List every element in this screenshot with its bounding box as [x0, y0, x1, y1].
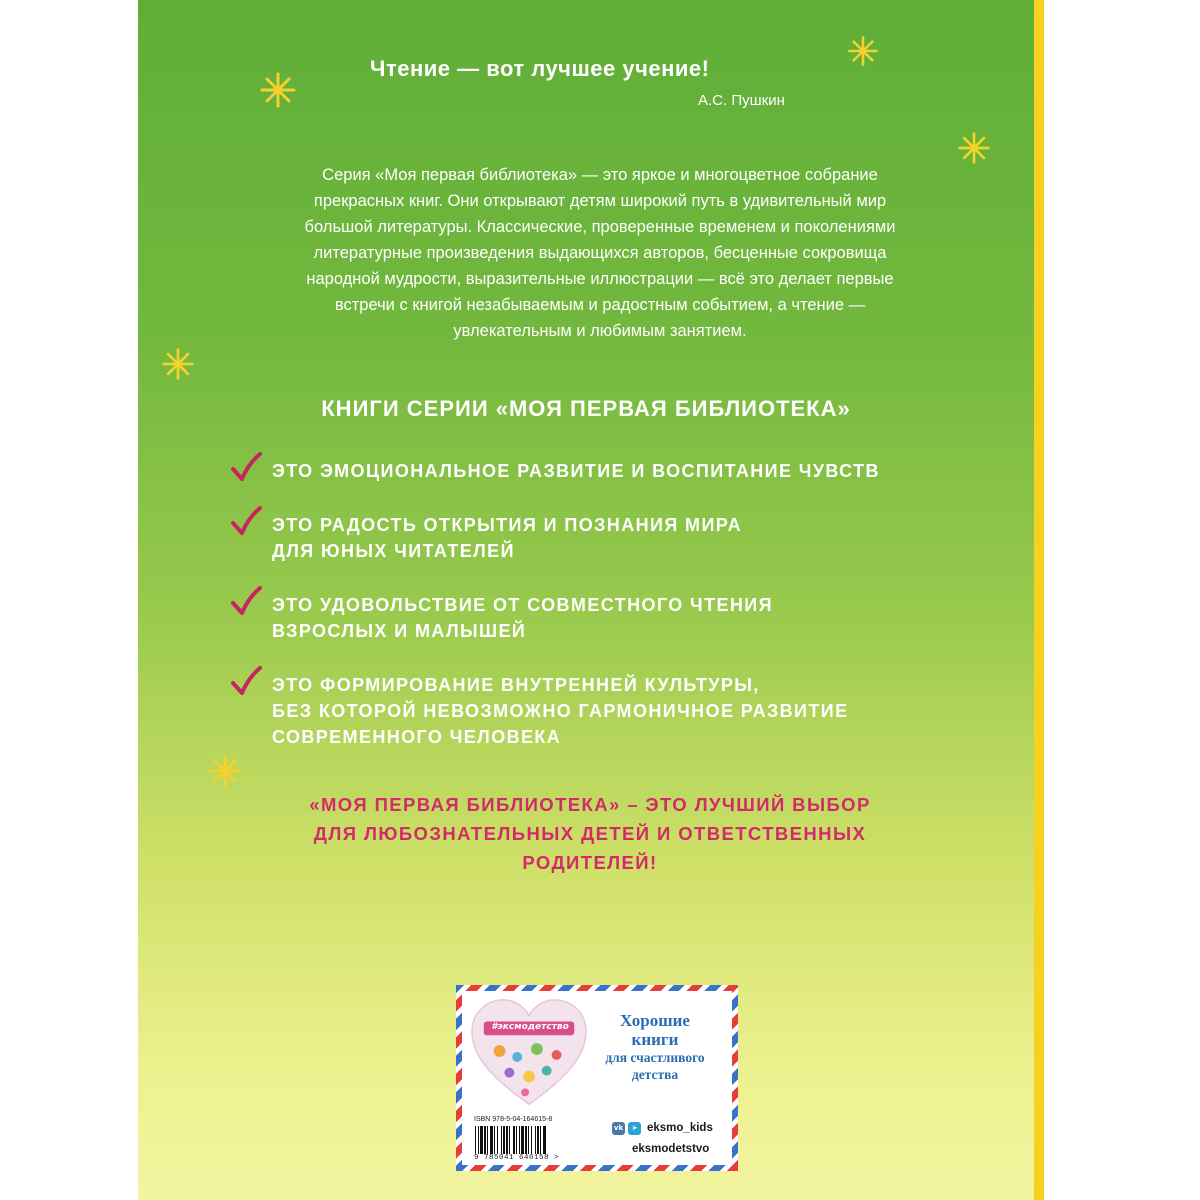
star-icon — [160, 346, 196, 382]
barcode-bar — [535, 1126, 536, 1154]
description-line: Серия «Моя первая библиотека» — это яркое и многоцветное собрание — [322, 166, 878, 184]
benefit-text: ЭТО РАДОСТЬ ОТКРЫТИЯ И ПОЗНАНИЯ МИРА — [272, 515, 743, 535]
barcode-bar — [521, 1126, 524, 1154]
barcode-bar — [525, 1126, 527, 1154]
checkmark-icon — [230, 506, 262, 538]
benefit-text: ЭТО ЭМОЦИОНАЛЬНОЕ РАЗВИТИЕ И ВОСПИТАНИЕ ЧУВСТВ — [272, 461, 880, 481]
checkmark-icon — [230, 452, 262, 484]
barcode-bar — [506, 1126, 508, 1154]
barcode-bar — [480, 1126, 483, 1154]
series-heading: КНИГИ СЕРИИ «МОЯ ПЕРВАЯ БИБЛИОТЕКА» — [321, 396, 851, 421]
benefit-text: БЕЗ КОТОРОЙ НЕВОЗМОЖНО ГАРМОНИЧНОЕ РАЗВИТИЕ — [272, 701, 849, 721]
barcode-bar — [531, 1126, 532, 1154]
description-line: прекрасных книг. Они открывают детям широкий путь в удивительный мир — [313, 192, 887, 210]
epigraph-author: А.С. Пушкин — [698, 92, 785, 109]
star-icon — [258, 70, 298, 110]
benefit-text: СОВРЕМЕННОГО ЧЕЛОВЕКА — [272, 727, 562, 747]
slogan-line: для счастливого — [605, 1050, 705, 1065]
series-description — [210, 162, 990, 344]
star-icon — [956, 130, 992, 166]
barcode-bar — [503, 1126, 505, 1154]
description-line: литературные произведения выдающихся авторов, бесценные сокровища — [313, 244, 887, 262]
slogan-line: книги — [631, 1030, 679, 1049]
slogan-line: Хорошие — [620, 1011, 690, 1030]
benefit-text: ВЗРОСЛЫХ И МАЛЫШЕЙ — [272, 621, 527, 641]
benefit-text: ДЛЯ ЮНЫХ ЧИТАТЕЛЕЙ — [272, 541, 515, 561]
barcode-bar — [501, 1126, 502, 1154]
spine-strip — [1034, 0, 1044, 1200]
telegram-icon[interactable]: ➤ — [628, 1122, 641, 1135]
barcode-block — [474, 1116, 594, 1164]
closing-statement — [210, 790, 970, 877]
benefits-list — [230, 458, 1010, 778]
barcode-bar — [543, 1126, 546, 1154]
barcode-bar — [516, 1126, 517, 1154]
star-icon — [846, 34, 880, 68]
barcode-bar — [537, 1126, 539, 1154]
barcode-bar — [528, 1126, 529, 1154]
barcode-bar — [540, 1126, 541, 1154]
description-line: увлекательным и любимым занятием. — [453, 322, 747, 340]
barcode-bar — [494, 1126, 495, 1154]
barcode-bar — [484, 1126, 486, 1154]
publisher-promo-card — [456, 985, 738, 1171]
benefit-item — [230, 512, 1010, 564]
slogan-line: детства — [631, 1067, 679, 1082]
benefit-item — [230, 672, 1010, 750]
publisher-slogan — [590, 1011, 720, 1083]
hashtag-label: #эксмодетство — [491, 1022, 569, 1032]
benefit-item — [230, 592, 1010, 644]
barcode-icon — [474, 1126, 592, 1154]
vk-icon[interactable]: vk — [612, 1122, 625, 1135]
benefit-text: ЭТО УДОВОЛЬСТВИЕ ОТ СОВМЕСТНОГО ЧТЕНИЯ — [272, 595, 773, 615]
isbn-number: ISBN 978-5-04-164615-8 — [474, 1116, 553, 1123]
social-handle[interactable]: eksmo_kids — [647, 1122, 713, 1134]
barcode-bar — [519, 1126, 520, 1154]
closing-line: РОДИТЕЛЕЙ! — [522, 852, 658, 873]
checkmark-icon — [230, 586, 262, 618]
barcode-bar — [475, 1126, 476, 1154]
epigraph-quote: Чтение — вот лучшее учение! — [370, 56, 710, 81]
closing-line: «МОЯ ПЕРВАЯ БИБЛИОТЕКА» – ЭТО ЛУЧШИЙ ВЫБОР — [309, 794, 871, 815]
barcode-bar — [509, 1126, 510, 1154]
social-links — [612, 1121, 713, 1135]
benefit-item — [230, 458, 1010, 484]
barcode-bar — [490, 1126, 493, 1154]
barcode-digits: 9 785041 646158 > — [474, 1154, 560, 1162]
barcode-bar — [497, 1126, 498, 1154]
description-line: встречи с книгой незабываемым и радостным событием, а чтение — — [334, 296, 866, 314]
description-line: народной мудрости, выразительные иллюстрации — всё это делает первые — [306, 270, 894, 288]
heart-icon — [470, 997, 588, 1109]
checkmark-icon — [230, 666, 262, 698]
benefit-text: ЭТО ФОРМИРОВАНИЕ ВНУТРЕННЕЙ КУЛЬТУРЫ, — [272, 675, 760, 695]
barcode-bar — [487, 1126, 488, 1154]
barcode-bar — [513, 1126, 515, 1154]
barcode-bar — [478, 1126, 479, 1154]
description-line: большой литературы. Классические, проверенные временем и поколениями — [304, 218, 896, 236]
social-handle[interactable]: eksmodetstvo — [632, 1143, 710, 1155]
closing-line: ДЛЯ ЛЮБОЗНАТЕЛЬНЫХ ДЕТЕЙ И ОТВЕТСТВЕННЫХ — [313, 823, 867, 844]
